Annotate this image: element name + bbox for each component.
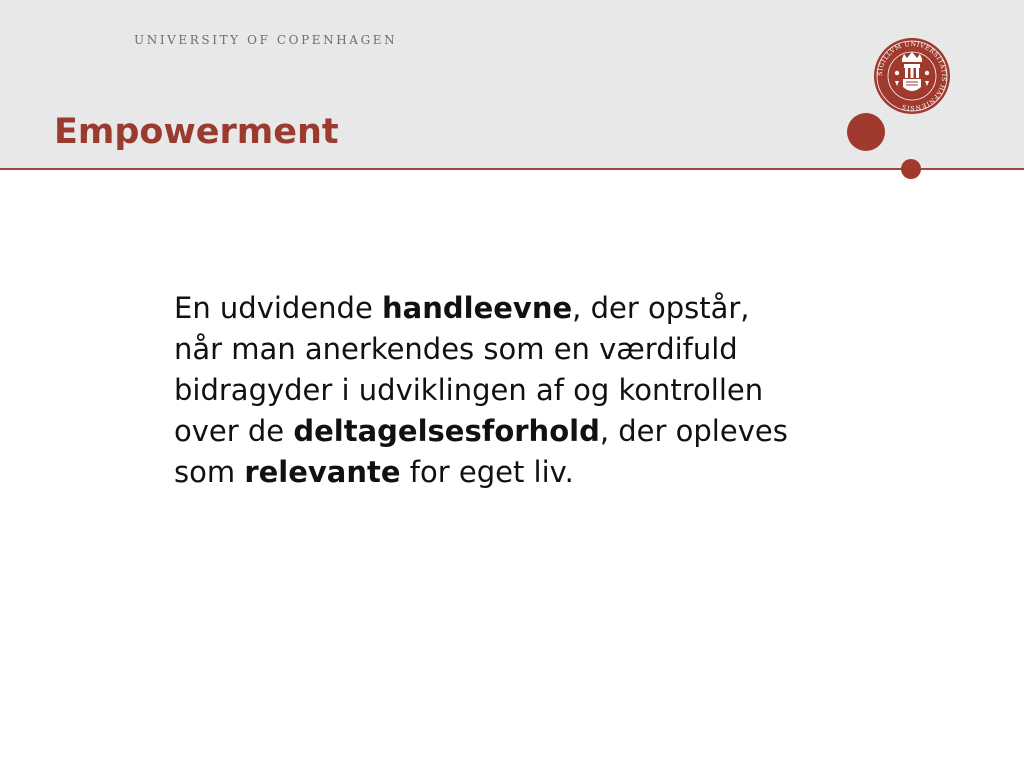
- definition-line: [174, 329, 914, 370]
- text-run: for eget liv.: [400, 455, 574, 489]
- slide-title: Empowerment: [54, 112, 339, 152]
- text-run: når man anerkendes som en værdifuld: [174, 332, 738, 366]
- definition-line: [174, 370, 914, 411]
- definition-line: [174, 411, 914, 452]
- definition-line: [174, 288, 914, 329]
- decorative-dot-large: [847, 113, 885, 151]
- definition-line: [174, 452, 914, 493]
- emphasis-relevante: relevante: [244, 455, 401, 489]
- emphasis-deltagelsesforhold: deltagelsesforhold: [293, 414, 600, 448]
- text-run: , der opleves: [599, 414, 788, 448]
- text-run: , der opstår,: [572, 291, 750, 325]
- seal-circle-text: SIGILLVM UNIVERSITATIS HAFNIENSIS: [876, 40, 948, 112]
- text-run: En udvidende: [174, 291, 383, 325]
- emphasis-handleevne: handleevne: [382, 291, 573, 325]
- decorative-dot-small: [901, 159, 921, 179]
- university-name: UNIVERSITY OF COPENHAGEN: [134, 33, 398, 47]
- university-seal-icon: [873, 37, 951, 115]
- definition-text: [174, 288, 914, 493]
- text-run: over de: [174, 414, 294, 448]
- text-run: som: [174, 455, 245, 489]
- header-divider: [0, 168, 1024, 170]
- text-run: bidragyder i udviklingen af og kontrollen: [174, 373, 764, 407]
